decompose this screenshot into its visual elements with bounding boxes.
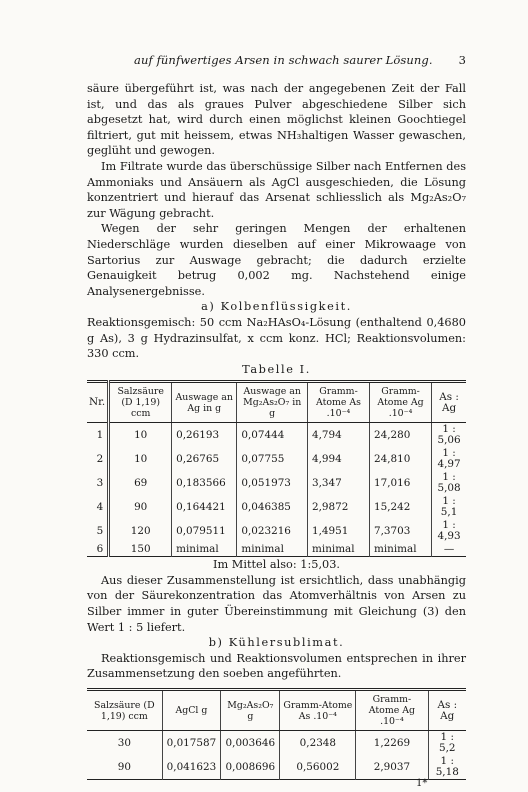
t1-col-hcl: Salzsäure (D 1,19) ccm: [109, 382, 172, 423]
t2-col-hcl: Salzsäure (D 1,19) ccm: [87, 690, 162, 731]
table-row: 5 120 0,079511 0,023216 1,4951 7,3703 1 : 4,93: [87, 519, 466, 543]
table1-title: Tabelle I.: [242, 362, 311, 376]
t2-col-agcl: AgCl g: [162, 690, 221, 731]
table-2: [87, 688, 466, 780]
t1-col-ag: Auswage an Ag in g: [172, 382, 237, 423]
table-row: 30 0,017587 0,003646 0,2348 1,2269 1 : 5,2: [87, 731, 466, 756]
running-title: auf fünfwertiges Arsen in schwach saurer Lösung.: [134, 53, 433, 67]
t1-col-mg: Auswage an Mg₂As₂O₇ in g: [237, 382, 308, 423]
paragraph-5: Reaktionsgemisch und Reaktionsvolumen entsprechen in ihrer Zusammensetzung den soeben angeführten.: [87, 651, 466, 681]
table-1: [87, 380, 466, 557]
paragraph-3: Wegen der sehr geringen Mengen der erhaltenen Niederschläge wurden dieselben auf einer Mikrowaage von Sartorius zur Auswage gebracht; die dadurch erzielte Genauigkeit betrug 0,002 mg. Nachstehend einige Analysenergebnisse.: [87, 222, 466, 298]
t1-col-ratio: As : Ag: [432, 382, 466, 423]
table2-header-row: [87, 690, 466, 731]
t2-col-gag: Gramm-Atome Ag .10⁻⁴: [356, 690, 428, 731]
signature-mark: 1*: [416, 778, 428, 789]
paragraph-2: Im Filtrate wurde das überschüssige Silber nach Entfernen des Ammoniaks und Ansäuern als AgCl ausgeschieden, die Lösung konzentriert und hierauf das Arsenat schliesslich als Mg₂As₂O₇ zur Wägung gebracht.: [87, 159, 466, 220]
paragraph-4: Aus dieser Zusammenstellung ist ersichtlich, dass unabhängig von der Säurekonzentration das Atomverhältnis von Arsen zu Silber immer in guter Übereinstimmung mit Gleichung (3) den Wert 1 : 5 liefert.: [87, 573, 466, 634]
table1-header-row: [87, 382, 466, 423]
table-row: 90 0,041623 0,008696 0,56002 2,9037 1 : 5,18: [87, 755, 466, 780]
table-row: 2 10 0,26765 0,07755 4,994 24,810 1 : 4,97: [87, 447, 466, 471]
section-a-heading: a) Kolbenflüssigkeit.: [201, 300, 352, 314]
t1-col-gas: Gramm-Atome As .10⁻⁴: [308, 382, 370, 423]
t2-col-gas: Gramm-Atome As .10⁻⁴: [280, 690, 356, 731]
table-row: 4 90 0,164421 0,046385 2,9872 15,242 1 : 5,1: [87, 495, 466, 519]
table-row: 1 10 0,26193 0,07444 4,794 24,280 1 : 5,06: [87, 423, 466, 448]
paragraph-1: säure übergeführt ist, was nach der angegebenen Zeit der Fall ist, und das als graues Pulver abgeschiedene Silber sich abgesetzt hat, wird durch einen möglichst kleinen Goochtiegel filtriert, gut mit heissem, etwas NH₃haltigen Wasser gewaschen, geglüht und gewogen.: [87, 82, 466, 158]
section-b-heading: b) Kühlersublimat.: [208, 636, 345, 650]
page-number: 3: [458, 53, 466, 67]
t1-col-nr: Nr.: [87, 382, 109, 423]
reaction-mixture-a: Reaktionsgemisch: 50 ccm Na₂HAsO₄-Lösung (enthaltend 0,4680 g As), 3 g Hydrazinsulfat, x ccm konz. HCl; Reaktionsvolumen: 330 ccm.: [87, 315, 466, 361]
t2-col-mg: Mg₂As₂O₇ g: [221, 690, 280, 731]
mean-result: Im Mittel also: 1:5,03.: [213, 558, 340, 572]
table-row: 6 150 minimal minimal minimal minimal —: [87, 543, 466, 557]
t1-col-gag: Gramm-Atome Ag .10⁻⁴: [369, 382, 431, 423]
main-text: [87, 81, 466, 780]
table-row: 3 69 0,183566 0,051973 3,347 17,016 1 : 5,08: [87, 471, 466, 495]
t2-col-ratio: As : Ag: [428, 690, 466, 731]
